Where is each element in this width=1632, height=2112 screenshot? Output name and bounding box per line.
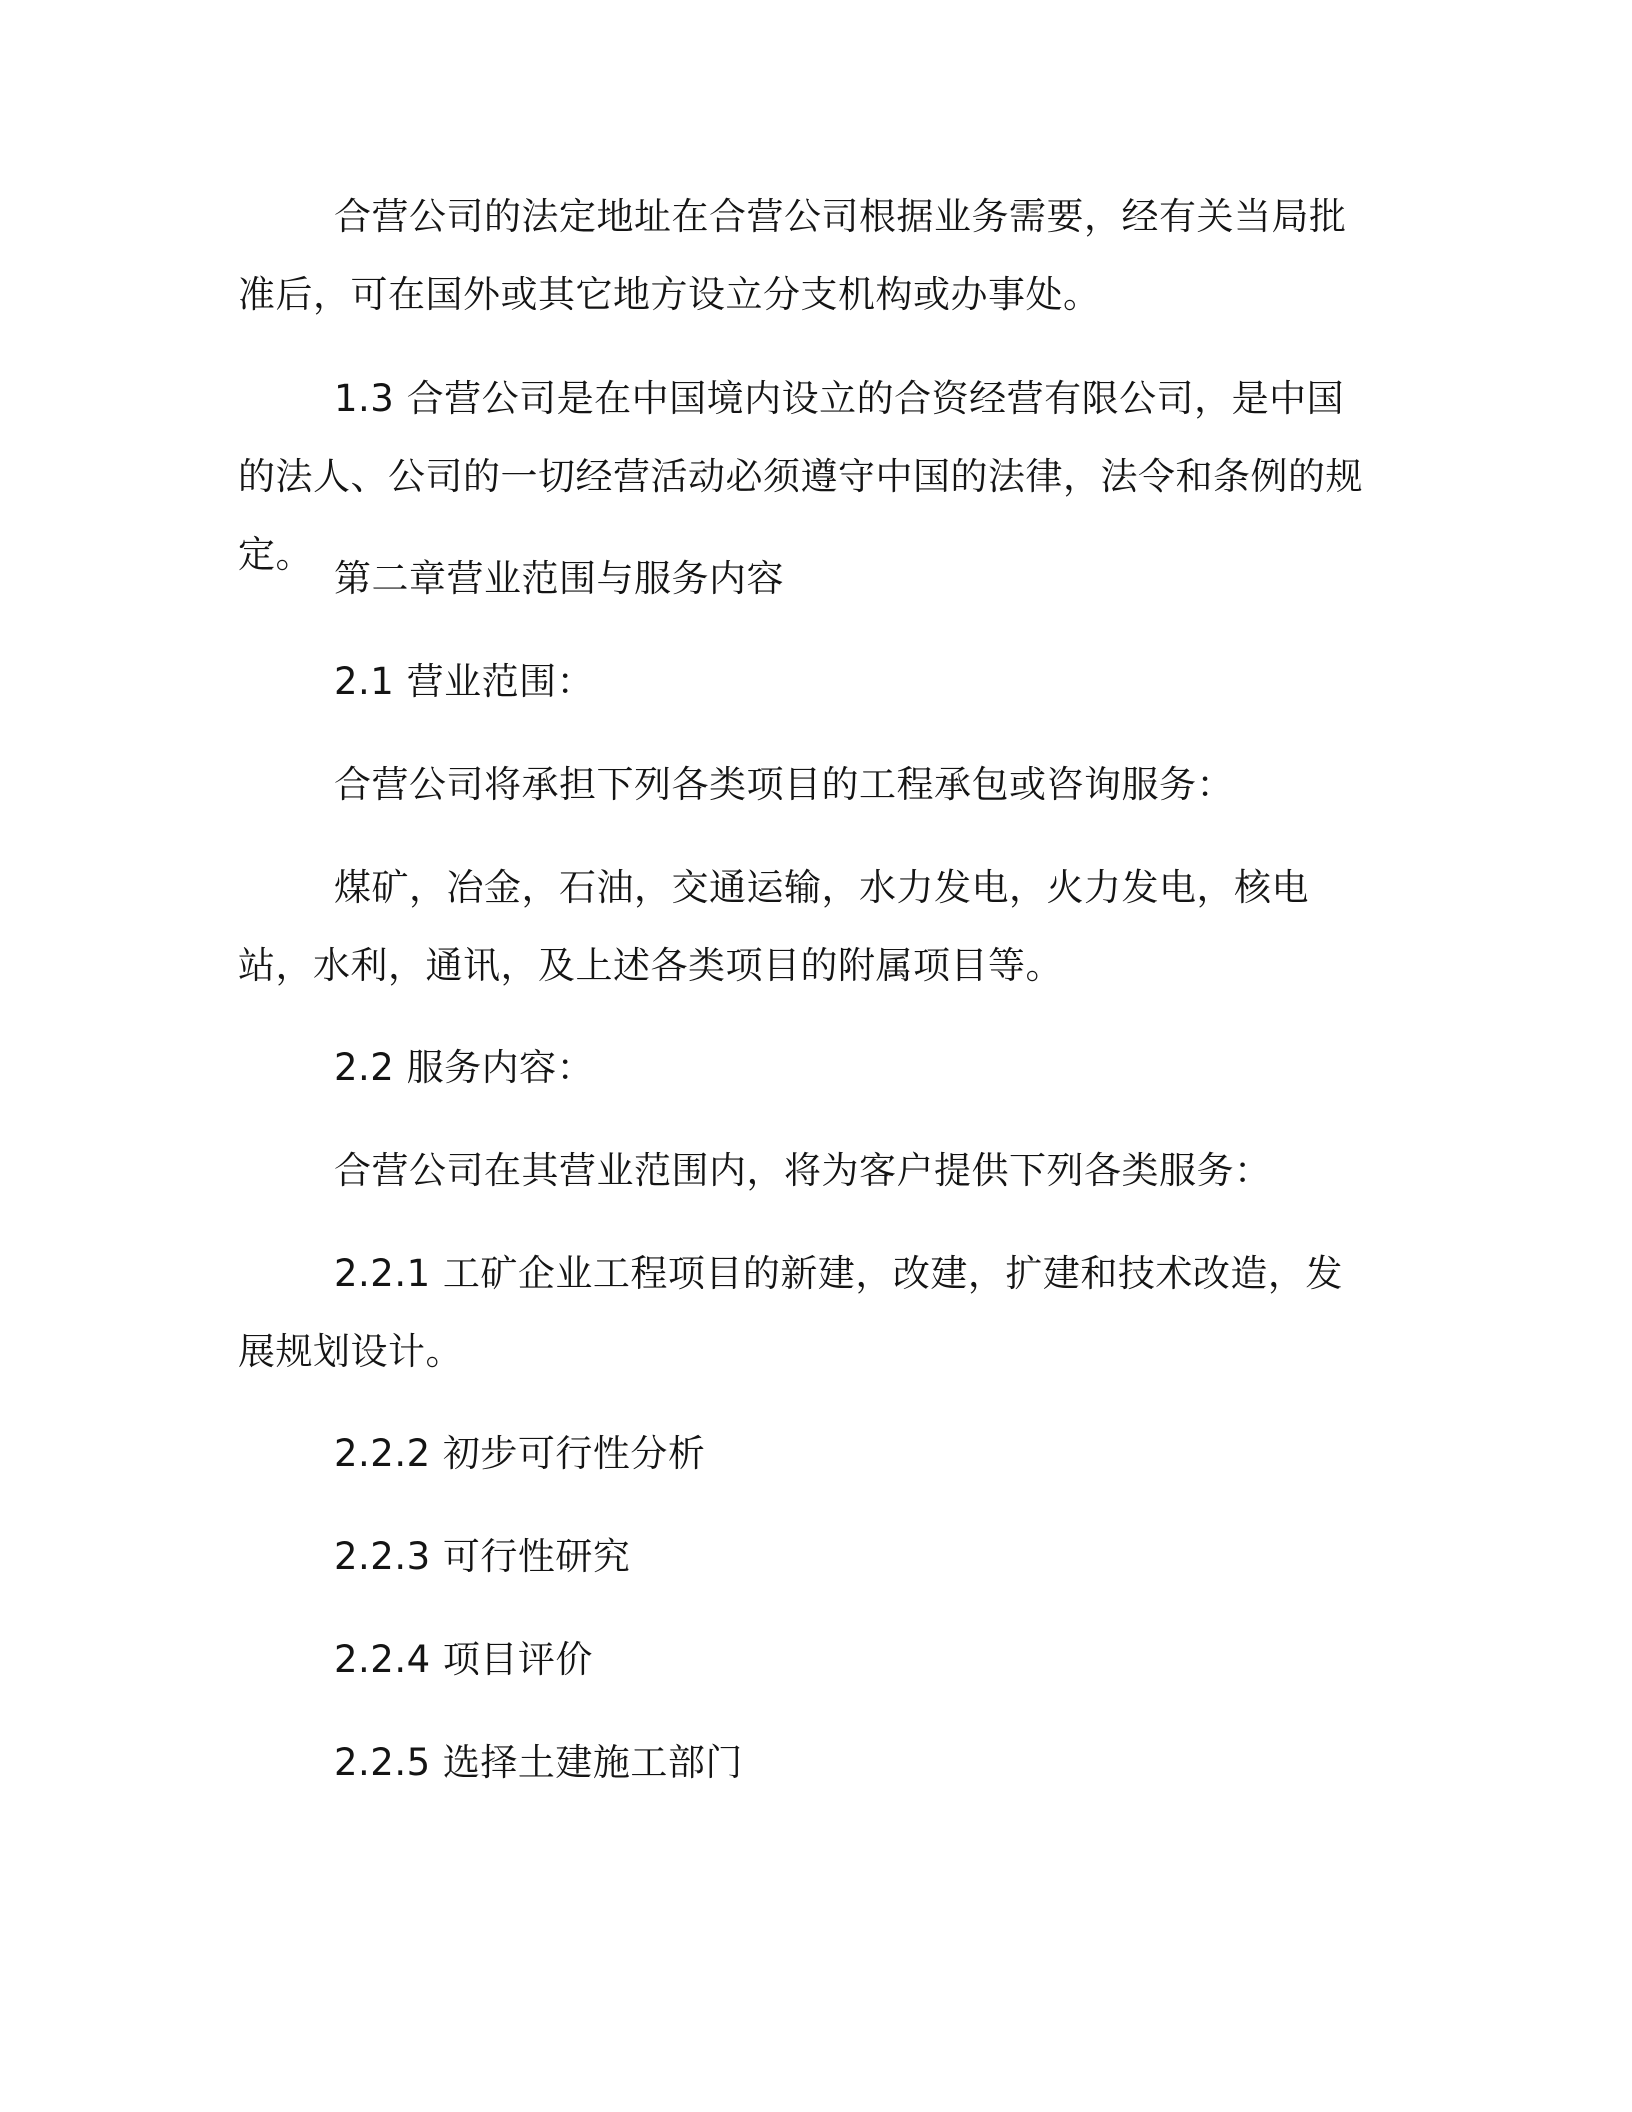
paragraph-1-3: 1.3 合营公司是在中国境内设立的合资经营有限公司，是中国的法人、公司的一切经营活动必须遵守中国的法律，法令和条例的规定。 — [238, 377, 1363, 576]
item-2-2-3: 2.2.3 可行性研究 — [334, 1535, 631, 1578]
chapter-two-heading: 第二章营业范围与服务内容 — [334, 557, 784, 600]
paragraph-services-intro: 合营公司在其营业范围内，将为客户提供下列各类服务： — [334, 1149, 1272, 1192]
item-2-2-5: 2.2.5 选择土建施工部门 — [334, 1741, 743, 1784]
section-2-2-heading: 2.2 服务内容： — [334, 1046, 595, 1089]
paragraph-scope-intro: 合营公司将承担下列各类项目的工程承包或咨询服务： — [334, 763, 1234, 806]
item-2-2-1: 2.2.1 工矿企业工程项目的新建，改建，扩建和技术改造，发展规划设计。 — [238, 1252, 1343, 1373]
paragraph-legal-address: 合营公司的法定地址在合营公司根据业务需要，经有关当局批准后，可在国外或其它地方设立分支机构或办事处。 — [238, 195, 1347, 316]
paragraph-scope-list: 煤矿，冶金，石油，交通运输，水力发电，火力发电，核电站，水利，通讯，及上述各类项目的附属项目等。 — [238, 866, 1309, 987]
item-2-2-2: 2.2.2 初步可行性分析 — [334, 1432, 706, 1475]
section-2-1-heading: 2.1 营业范围： — [334, 660, 595, 703]
item-2-2-4: 2.2.4 项目评价 — [334, 1638, 593, 1681]
